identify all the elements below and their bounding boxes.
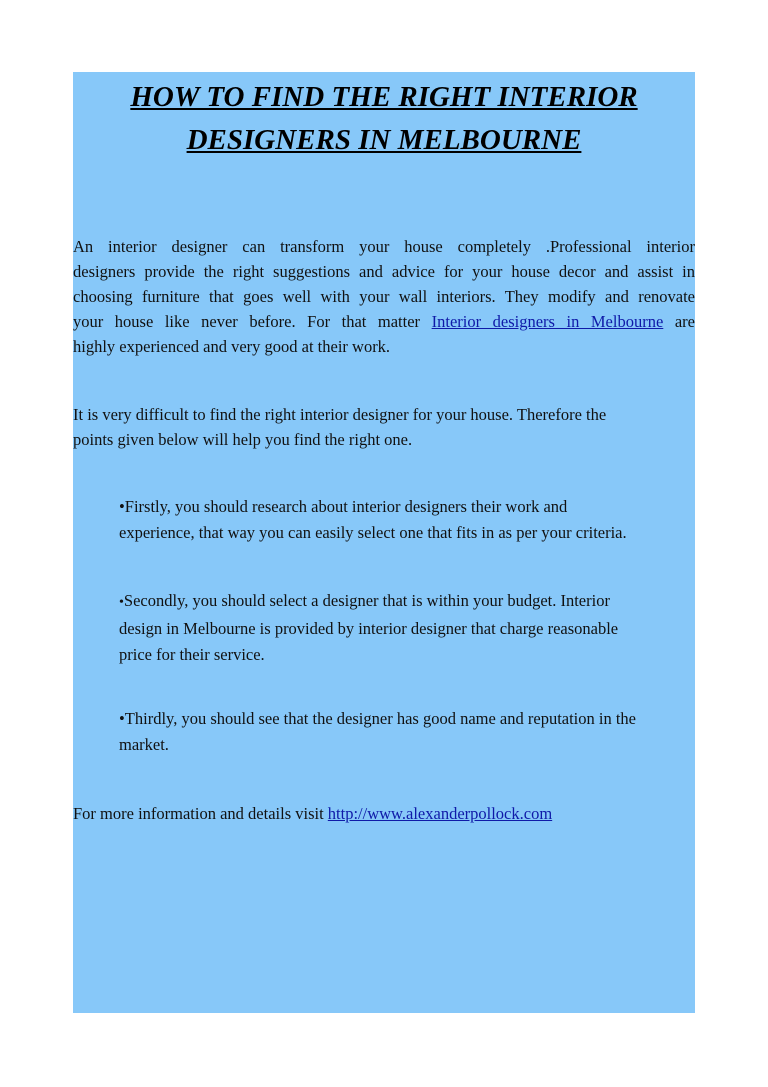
second-line-2: points given below will help you find the right one. — [73, 430, 413, 449]
bullet-1-text: Firstly, you should research about interior designers their work and — [124, 497, 568, 516]
interior-designers-melbourne-link[interactable]: Interior designers in Melbourne — [431, 312, 664, 331]
bullet-1-line-1 — [119, 494, 689, 520]
intro-line-4 — [73, 309, 695, 334]
intro-line-4-text: your house like never before. For that matter — [73, 312, 432, 331]
bullet-item-2 — [119, 588, 689, 668]
closing-text: For more information and details visit — [73, 804, 328, 823]
bullet-3-marker: • — [119, 709, 125, 728]
intro-line-4-tail: are — [663, 312, 695, 331]
bullet-2-text: Secondly, you should select a designer that is within your budget. Interior — [123, 591, 610, 610]
bullet-3-line-2: market. — [119, 735, 169, 754]
intro-paragraph — [73, 234, 695, 359]
bullet-2-line-2: design in Melbourne is provided by interior designer that charge reasonable — [119, 619, 619, 638]
bullet-3-line-1 — [119, 706, 689, 732]
second-paragraph — [73, 402, 695, 452]
title-line-1: HOW TO FIND THE RIGHT INTERIOR — [130, 81, 638, 113]
bullet-1-line-2: experience, that way you can easily select one that fits in as per your criteria. — [119, 523, 627, 542]
second-line-1: It is very difficult to find the right interior designer for your house. Therefore the — [73, 405, 607, 424]
bullet-item-3 — [119, 706, 689, 758]
bullet-item-1 — [119, 494, 689, 546]
closing-paragraph — [73, 801, 695, 826]
bullet-3-text: Thirdly, you should see that the designer has good name and reputation in the — [124, 709, 637, 728]
intro-line-5: highly experienced and very good at their work. — [73, 337, 391, 356]
bullet-1-marker: • — [119, 497, 125, 516]
page-title — [73, 76, 695, 162]
website-link[interactable]: http://www.alexanderpollock.com — [327, 804, 553, 823]
bullet-2-line-1 — [119, 588, 689, 616]
bullet-2-line-3: price for their service. — [119, 645, 265, 664]
intro-line-2: designers provide the right suggestions and advice for your house decor and assist in — [73, 262, 695, 281]
intro-line-3: choosing furniture that goes well with your wall interiors. They modify and renovate — [73, 287, 695, 306]
bullet-2-marker: • — [119, 595, 124, 610]
title-line-2: DESIGNERS IN MELBOURNE — [186, 124, 582, 156]
intro-line-1: An interior designer can transform your house completely .Professional interior — [73, 237, 695, 256]
document-panel — [73, 72, 695, 1013]
